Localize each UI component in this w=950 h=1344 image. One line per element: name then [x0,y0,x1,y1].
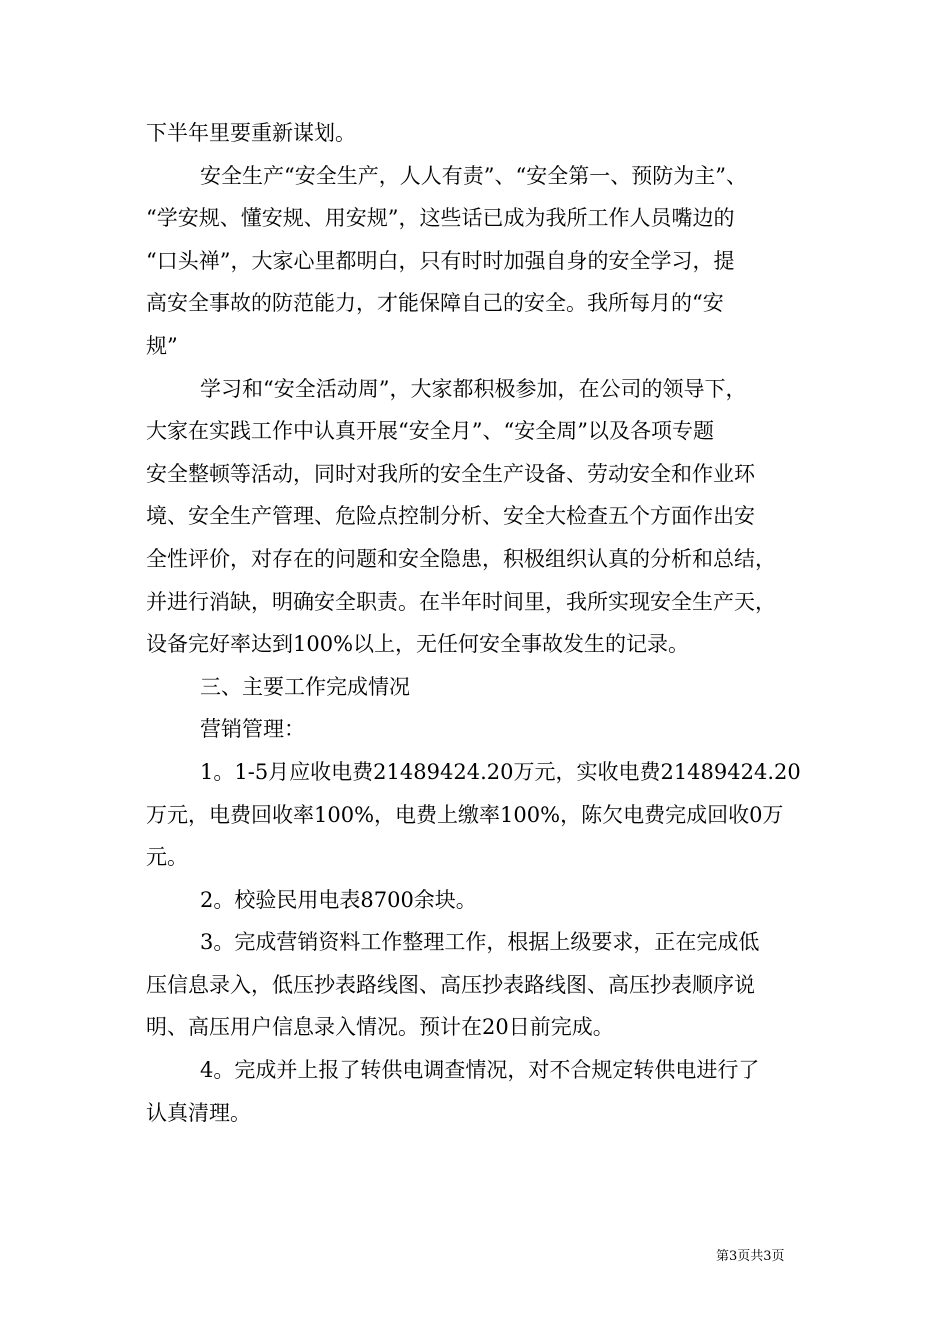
text-line: 全性评价，对存在的问题和安全隐患，积极组织认真的分析和总结， [146,546,776,571]
text-line: 明、高压用户信息录入情况。预计在20日前完成。 [146,1015,614,1040]
text-line: 元。 [146,845,188,870]
text-line: 设备完好率达到100%以上，无任何安全事故发生的记录。 [146,632,690,657]
text-line: 安全生产“安全生产，人人有责”、“安全第一、预防为主”、 [200,163,747,188]
text-line: “口头禅”，大家心里都明白，只有时时加强自身的安全学习，提 [146,248,735,273]
text-line: 认真清理。 [146,1100,251,1125]
text-line: 2。校验民用电表8700余块。 [200,887,477,912]
text-line: 学习和“安全活动周”，大家都积极参加，在公司的领导下， [200,376,747,401]
text-line: “学安规、懂安规、用安规”，这些话已成为我所工作人员嘴边的 [146,206,735,231]
text-line: 大家在实践工作中认真开展“安全月”、“安全周”以及各项专题 [146,419,714,444]
page-number-footer: 第3页共3页 [716,1249,785,1264]
text-line: 安全整顿等活动，同时对我所的安全生产设备、劳动安全和作业环 [146,461,755,486]
section-heading: 三、主要工作完成情况 [200,674,410,699]
text-line: 并进行消缺，明确安全职责。在半年时间里，我所实现安全生产天， [146,589,776,614]
text-line: 下半年里要重新谋划。 [146,121,356,145]
text-line: 境、安全生产管理、危险点控制分析、安全大检查五个方面作出安 [146,504,755,529]
text-line: 压信息录入，低压抄表路线图、高压抄表路线图、高压抄表顺序说 [146,972,755,997]
document-body [146,112,816,1134]
text-line: 万元，电费回收率100%，电费上缴率100%，陈欠电费完成回收0万 [146,802,784,827]
text-line: 3。完成营销资料工作整理工作，根据上级要求，正在完成低 [200,930,760,955]
text-line: 1。1-5月应收电费21489424.20万元，实收电费21489424.20 [200,759,801,784]
subsection-heading: 营销管理： [200,717,305,742]
text-line: 规” [146,333,178,358]
text-line: 4。完成并上报了转供电调查情况，对不合规定转供电进行了 [200,1058,760,1083]
text-line: 高安全事故的防范能力，才能保障自己的安全。我所每月的“安 [146,291,724,316]
